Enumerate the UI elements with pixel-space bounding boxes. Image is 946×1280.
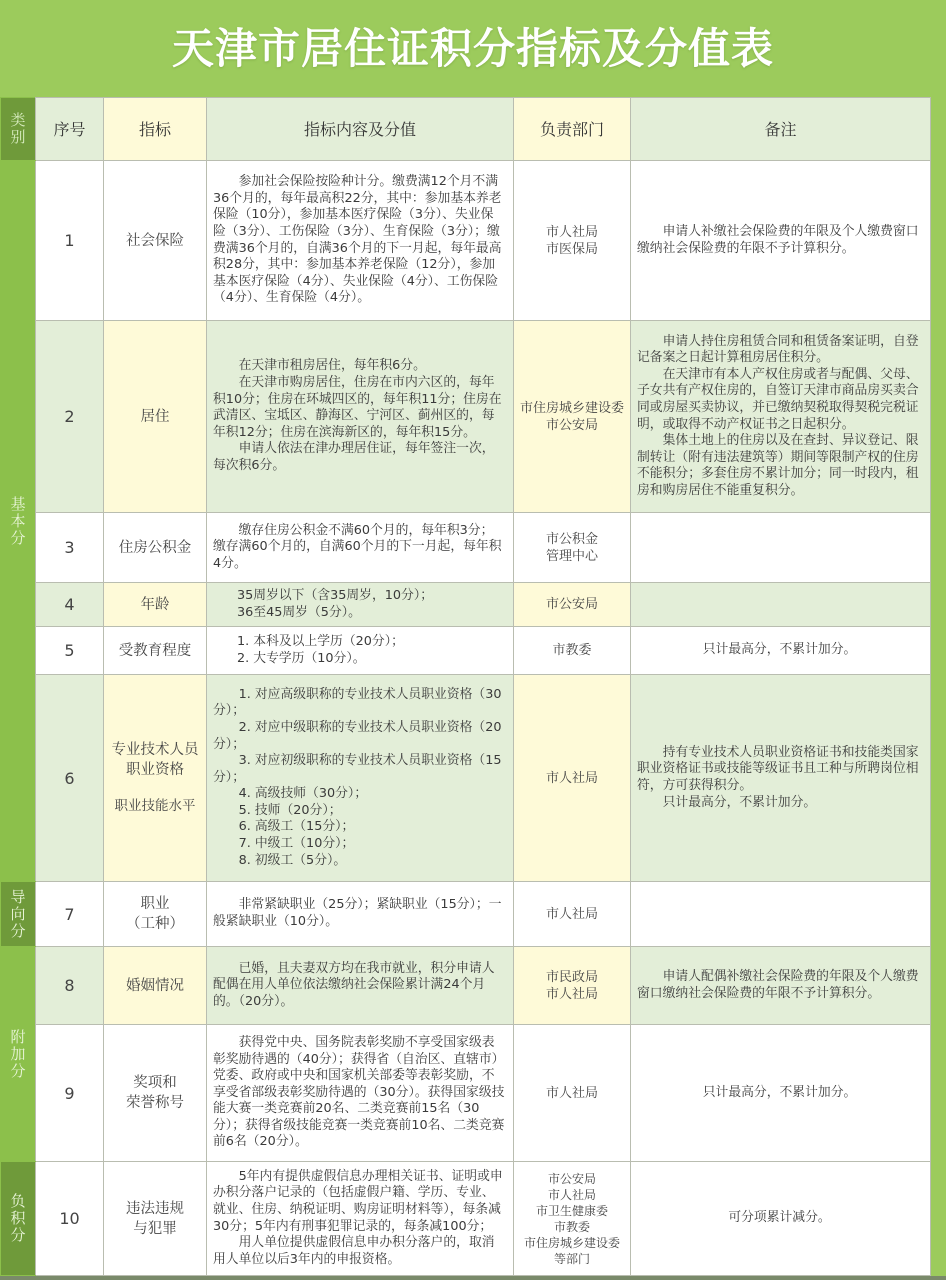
- row-dept: 市公积金 管理中心: [514, 513, 631, 583]
- row-dept: 市人社局 市医保局: [514, 161, 631, 321]
- row-note: 可分项累计减分。: [631, 1162, 931, 1276]
- row-note: 只计最高分，不累计加分。: [631, 627, 931, 675]
- table-header-row: [1, 98, 931, 161]
- row-indicator: 专业技术人员职业资格 职业技能水平: [104, 675, 207, 882]
- header-seq: 序号: [36, 98, 104, 161]
- row-seq: 7: [36, 882, 104, 947]
- row-content: 缴存住房公积金不满60个月的，每年积3分；缴存满60个月的，自满60个月的下一月起，每年积4分。: [207, 513, 514, 583]
- row-dept: 市住房城乡建设委 市公安局: [514, 321, 631, 513]
- row-dept: 市教委: [514, 627, 631, 675]
- row-note: [631, 583, 931, 627]
- table-row: [1, 947, 931, 1025]
- row-content: 非常紧缺职业（25分）；紧缺职业（15分）；一般紧缺职业（10分）。: [207, 882, 514, 947]
- row-dept: 市人社局: [514, 882, 631, 947]
- header-note: 备注: [631, 98, 931, 161]
- row-seq: 4: [36, 583, 104, 627]
- row-indicator: 受教育程度: [104, 627, 207, 675]
- row-content: 5年内有提供虚假信息办理相关证书、证明或申办积分落户记录的（包括虚假户籍、学历、专业、就业、住房、纳税证明、购房证明材料等），每条减30分；5年内有刑事犯罪记录的，每条减100分； 用人单位提供虚假信息申办积分落户的，取消用人单位以后3年内的申报资格。: [207, 1162, 514, 1276]
- table-row: [1, 627, 931, 675]
- row-indicator: 违法违规 与犯罪: [104, 1162, 207, 1276]
- row-dept: 市民政局 市人社局: [514, 947, 631, 1025]
- row-indicator: 婚姻情况: [104, 947, 207, 1025]
- table-row: [1, 583, 931, 627]
- table-row: [1, 161, 931, 321]
- row-note: 申请人补缴社会保险费的年限及个人缴费窗口缴纳社会保险费的年限不予计算积分。: [631, 161, 931, 321]
- row-content: 1. 对应高级职称的专业技术人员职业资格（30分）； 2. 对应中级职称的专业技术人员职业资格（20分）； 3. 对应初级职称的专业技术人员职业资格（15分）； 4. 高级技师（30分）； 5. 技师（20分）； 6. 高级工（15分）； 7. 中级工（10分）； 8. 初级工（5分）。: [207, 675, 514, 882]
- page-title: 天津市居住证积分指标及分值表: [171, 24, 774, 73]
- row-seq: 1: [36, 161, 104, 321]
- score-table: [0, 97, 931, 1276]
- row-note: 只计最高分，不累计加分。: [631, 1025, 931, 1162]
- row-content: 35周岁以下（含35周岁，10分）； 36至45周岁（5分）。: [207, 583, 514, 627]
- row-content: 在天津市租房居住，每年积6分。 在天津市购房居住，住房在市内六区的，每年积10分；住房在环城四区的，每年积11分；住房在武清区、宝坻区、静海区、宁河区、蓟州区的，每年积12分；住房在滨海新区的，每年积15分。 申请人依法在津办理居住证，每年签注一次，每次积6分。: [207, 321, 514, 513]
- category-basic: 基本分: [1, 161, 36, 882]
- row-dept: 市公安局 市人社局 市卫生健康委 市教委 市住房城乡建设委 等部门: [514, 1162, 631, 1276]
- row-seq: 3: [36, 513, 104, 583]
- row-indicator: 职业 （工种）: [104, 882, 207, 947]
- row-seq: 10: [36, 1162, 104, 1276]
- row-dept: 市人社局: [514, 675, 631, 882]
- table-row: [1, 321, 931, 513]
- row-dept: 市人社局: [514, 1025, 631, 1162]
- category-additional: 附加分: [1, 947, 36, 1162]
- row-seq: 8: [36, 947, 104, 1025]
- row-content: 参加社会保险按险种计分。缴费满12个月不满36个月的，每年最高积22分，其中：参加基本养老保险（10分），参加基本医疗保险（3分）、失业保险（3分）、工伤保险（3分）、生育保险（3分）；缴费满36个月的，自满36个月的下一月起，每年最高积28分，其中：参加基本养老保险（12分），参加基本医疗保险（4分）、失业保险（4分）、工伤保险（4分）、生育保险（4分）。: [207, 161, 514, 321]
- row-content: 获得党中央、国务院表彰奖励不享受国家级表彰奖励待遇的（40分）；获得省（自治区、直辖市）党委、政府或中央和国家机关部委等表彰奖励，不享受省部级表彰奖励待遇的（30分）。获得国家级技能大赛一类竞赛前20名、二类竞赛前15名（30分）；获得省级技能竞赛一类竞赛前10名、二类竞赛前6名（20分）。: [207, 1025, 514, 1162]
- row-note: [631, 882, 931, 947]
- row-indicator: 年龄: [104, 583, 207, 627]
- row-note: [631, 513, 931, 583]
- row-seq: 5: [36, 627, 104, 675]
- row-note: 申请人持住房租赁合同和租赁备案证明，自登记备案之日起计算租房居住积分。 在天津市有本人产权住房或者与配偶、父母、子女共有产权住房的，自签订天津市商品房买卖合同或房屋买卖协议，并已缴纳契税取得契税完税证明，或取得不动产权证书之日起积分。 集体土地上的住房以及在查封、异议登记、限制转让（附有违法建筑等）期间等限制产权的住房不能积分；多套住房不累计加分；同一时段内，租房和购房居住不能重复积分。: [631, 321, 931, 513]
- table-row: [1, 675, 931, 882]
- header-content: 指标内容及分值: [207, 98, 514, 161]
- table-row: [1, 1025, 931, 1162]
- row-content: 已婚，且夫妻双方均在我市就业，积分申请人配偶在用人单位依法缴纳社会保险累计满24个月的。（20分）。: [207, 947, 514, 1025]
- table-row: [1, 1162, 931, 1276]
- table-row: [1, 513, 931, 583]
- row-content: 1. 本科及以上学历（20分）； 2. 大专学历（10分）。: [207, 627, 514, 675]
- row-indicator: 奖项和 荣誉称号: [104, 1025, 207, 1162]
- row-seq: 9: [36, 1025, 104, 1162]
- row-dept: 市公安局: [514, 583, 631, 627]
- row-indicator: 社会保险: [104, 161, 207, 321]
- row-indicator: 居住: [104, 321, 207, 513]
- category-negative: 负积分: [1, 1162, 36, 1276]
- row-seq: 2: [36, 321, 104, 513]
- row-indicator: 住房公积金: [104, 513, 207, 583]
- header-dept: 负责部门: [514, 98, 631, 161]
- row-note: 持有专业技术人员职业资格证书和技能类国家职业资格证书或技能等级证书且工种与所聘岗位相符，方可获得积分。 只计最高分，不累计加分。: [631, 675, 931, 882]
- header-category: 类别: [1, 98, 36, 161]
- row-note: 申请人配偶补缴社会保险费的年限及个人缴费窗口缴纳社会保险费的年限不予计算积分。: [631, 947, 931, 1025]
- bottom-border: [0, 1276, 946, 1280]
- row-seq: 6: [36, 675, 104, 882]
- category-guided: 导向分: [1, 882, 36, 947]
- table-row: [1, 882, 931, 947]
- header-indicator: 指标: [104, 98, 207, 161]
